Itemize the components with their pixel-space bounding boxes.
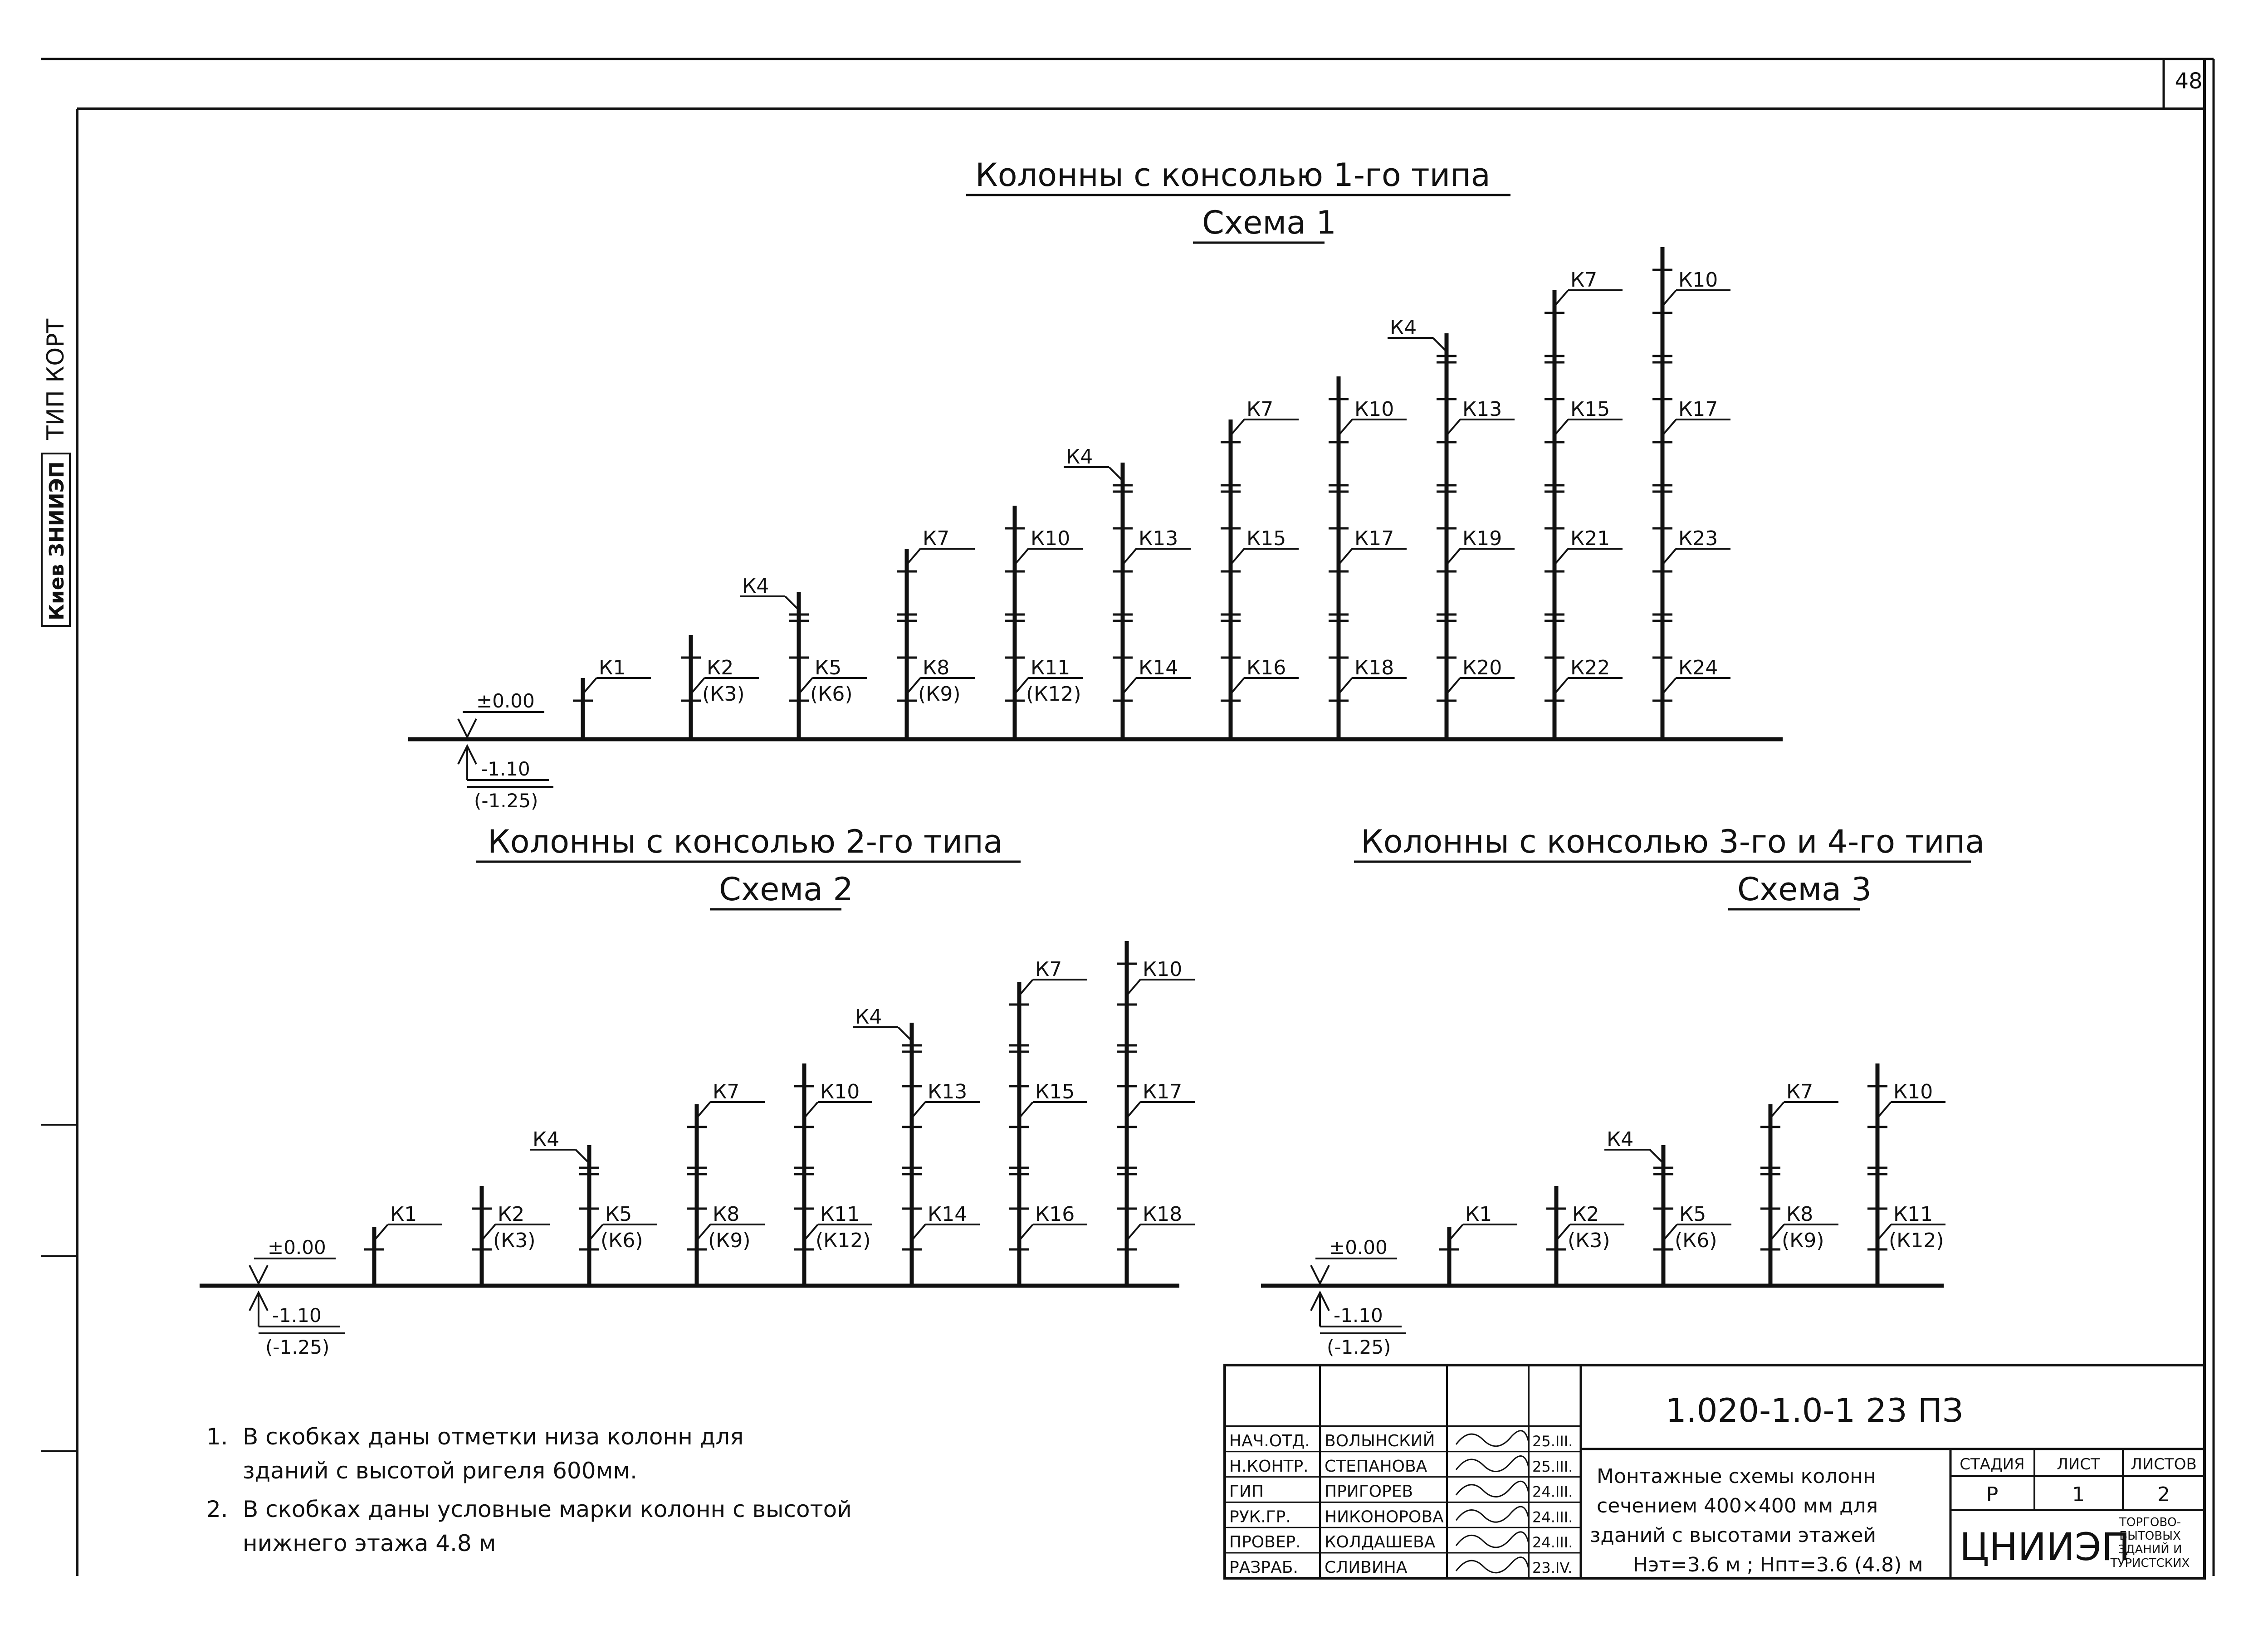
column-mark-label: К11 (1031, 656, 1070, 679)
signature-scribble (1456, 1507, 1529, 1522)
column-mark-alt-label: (К3) (1568, 1229, 1610, 1252)
column-mark-label: К1 (390, 1203, 417, 1226)
column-mark-label: К13 (1462, 398, 1502, 421)
column-mark-label: К14 (1139, 656, 1178, 679)
column-mark-label: К15 (1570, 398, 1610, 421)
column-3 (530, 1128, 657, 1286)
signature-row (1225, 1553, 1581, 1577)
column-mark-label: К2 (707, 656, 734, 679)
column-mark-label: К10 (820, 1080, 860, 1103)
note-2-line-1: В скобках даны условные марки колонн с высотой (243, 1496, 852, 1522)
column-1 (1439, 1203, 1517, 1286)
signature-role: РУК.ГР. (1229, 1507, 1291, 1527)
column-5 (1005, 506, 1083, 739)
document-code: 1.020-1.0-1 23 ПЗ (1665, 1391, 1964, 1429)
signature-role: РАЗРАБ. (1229, 1558, 1298, 1577)
column-mark-label: К22 (1570, 656, 1610, 679)
signature-role: Н.КОНТР. (1229, 1457, 1309, 1476)
signature-row (1225, 1502, 1581, 1526)
signature-scribble (1456, 1456, 1529, 1471)
column-mark-label: К11 (820, 1203, 860, 1226)
level-bottom-label: -1.10 (272, 1304, 322, 1327)
column-mark-alt-label: (К12) (1889, 1229, 1944, 1252)
column-mark-alt-label: (К3) (493, 1229, 536, 1252)
column-3 (740, 575, 867, 739)
side-stamp-org: Киев ЗНИИЭП (45, 461, 68, 620)
column-mark-label: К2 (498, 1203, 525, 1226)
column-7 (1009, 958, 1087, 1286)
note-1-line-1: В скобках даны отметки низа колонн для (243, 1424, 744, 1450)
signature-row (1229, 1431, 1573, 1450)
column-6 (853, 1005, 980, 1286)
signature-date: 23.IV. (1532, 1559, 1573, 1576)
signature-date: 24.III. (1532, 1534, 1573, 1551)
column-mark-label: К4 (1390, 316, 1417, 339)
column-mark-label: К5 (815, 656, 842, 679)
scheme-3 (1261, 823, 1984, 1358)
sheets-value: 2 (2157, 1483, 2170, 1506)
organization-sub-4: ТУРИСТСКИХ (2110, 1556, 2190, 1570)
column-10 (1545, 268, 1623, 739)
sheet-frame (41, 59, 2214, 1576)
signature-row (1225, 1477, 1581, 1501)
column-mark-label: К23 (1678, 527, 1718, 550)
scheme-title: Колонны с консолью 3-го и 4-го типа (1361, 823, 1985, 860)
sheet-number: 48 (2175, 68, 2203, 94)
column-mark-label: К8 (923, 656, 950, 679)
scheme-title: Колонны с консолью 2-го типа (488, 823, 1003, 860)
level-bottom-alt-label: (-1.25) (474, 790, 538, 812)
description-line-2: сечением 400×400 мм для (1597, 1494, 1878, 1517)
column-mark-label: К18 (1143, 1203, 1183, 1226)
scheme-1 (408, 156, 1783, 812)
signature-name: СЛИВИНА (1325, 1558, 1408, 1577)
column-mark-label: К4 (1607, 1128, 1634, 1151)
description-line-3: зданий с высотами этажей (1590, 1524, 1877, 1547)
note-1-line-2: зданий с высотой ригеля 600мм. (243, 1458, 637, 1484)
column-mark-label: К24 (1678, 656, 1718, 679)
title-block (1225, 1365, 2204, 1578)
column-4 (897, 527, 975, 739)
column-mark-label: К15 (1035, 1080, 1075, 1103)
column-5 (1867, 1063, 1945, 1286)
level-zero-label: ±0.00 (476, 690, 535, 712)
column-mark-label: К8 (1786, 1203, 1813, 1226)
column-mark-label: К4 (533, 1128, 560, 1151)
column-2 (681, 635, 759, 739)
signature-name: КОЛДАШЕВА (1325, 1533, 1436, 1552)
scheme-subtitle: Схема 1 (1202, 204, 1336, 241)
column-mark-label: К17 (1354, 527, 1394, 550)
column-5 (794, 1063, 872, 1286)
scheme-subtitle: Схема 3 (1737, 871, 1872, 908)
column-mark-label: К14 (928, 1203, 968, 1226)
stage-value: Р (1986, 1483, 1999, 1506)
side-stamp (42, 319, 70, 626)
column-mark-label: К17 (1143, 1080, 1183, 1103)
column-mark-alt-label: (К9) (918, 683, 961, 706)
stage-label: СТАДИЯ (1960, 1455, 2025, 1473)
column-mark-label: К13 (928, 1080, 968, 1103)
column-mark-alt-label: (К6) (601, 1229, 643, 1252)
column-mark-label: К10 (1678, 268, 1718, 292)
signature-scribble (1456, 1481, 1529, 1497)
column-8 (1329, 376, 1407, 739)
signature-name: ПРИГОРЕВ (1325, 1482, 1413, 1501)
description-line-1: Монтажные схемы колонн (1597, 1465, 1876, 1488)
column-1 (573, 656, 651, 739)
column-mark-label: К7 (1786, 1080, 1813, 1103)
column-mark-label: К8 (713, 1203, 740, 1226)
signature-date: 25.III. (1532, 1433, 1573, 1450)
column-mark-alt-label: (К9) (1782, 1229, 1824, 1252)
signature-role: НАЧ.ОТД. (1229, 1432, 1310, 1450)
column-mark-label: К13 (1139, 527, 1178, 550)
column-mark-label: К4 (1066, 445, 1093, 468)
column-mark-label: К5 (1679, 1203, 1706, 1226)
column-mark-label: К7 (1035, 958, 1062, 981)
level-zero-label: ±0.00 (1329, 1236, 1388, 1258)
note-1-number: 1. (206, 1424, 228, 1450)
signature-scribble (1456, 1557, 1529, 1573)
signature-name: ВОЛЫНСКИЙ (1325, 1432, 1435, 1450)
column-mark-label: К7 (923, 527, 950, 550)
sheets-label: ЛИСТОВ (2131, 1455, 2197, 1473)
column-mark-label: К10 (1031, 527, 1070, 550)
column-6 (1064, 445, 1191, 739)
column-mark-label: К10 (1893, 1080, 1933, 1103)
column-mark-label: К11 (1893, 1203, 1933, 1226)
column-mark-label: К19 (1462, 527, 1502, 550)
column-2 (1546, 1186, 1624, 1286)
column-mark-label: К4 (742, 575, 769, 598)
column-1 (364, 1203, 442, 1286)
column-mark-alt-label: (К12) (816, 1229, 871, 1252)
column-mark-label: К10 (1354, 398, 1394, 421)
column-7 (1221, 398, 1299, 739)
column-mark-label: К16 (1035, 1203, 1075, 1226)
column-mark-label: К5 (605, 1203, 632, 1226)
scheme-2 (200, 823, 1195, 1358)
description-line-4: Нэт=3.6 м ; Нпт=3.6 (4.8) м (1633, 1553, 1923, 1576)
column-9 (1388, 316, 1515, 739)
level-zero-arrow (249, 1265, 268, 1283)
column-mark-label: К7 (713, 1080, 740, 1103)
organization-name: ЦНИИЭП (1960, 1525, 2130, 1569)
column-mark-alt-label: (К12) (1026, 683, 1081, 706)
level-zero-label: ±0.00 (268, 1236, 326, 1258)
scheme-subtitle: Схема 2 (719, 871, 853, 908)
column-4 (687, 1080, 765, 1286)
signature-date: 24.III. (1532, 1508, 1573, 1526)
column-mark-alt-label: (К6) (1675, 1229, 1717, 1252)
column-mark-label: К7 (1246, 398, 1274, 421)
column-mark-label: К18 (1354, 656, 1394, 679)
signature-role: ГИП (1229, 1482, 1264, 1501)
column-mark-label: К1 (599, 656, 626, 679)
column-mark-alt-label: (К6) (810, 683, 853, 706)
level-zero-arrow (1311, 1265, 1329, 1283)
column-mark-label: К4 (855, 1005, 882, 1029)
signature-date: 25.III. (1532, 1458, 1573, 1475)
sheet-value: 1 (2072, 1483, 2085, 1506)
column-mark-alt-label: (К3) (702, 683, 745, 706)
notes (206, 1424, 852, 1556)
column-2 (472, 1186, 550, 1286)
signature-row (1225, 1452, 1581, 1476)
organization-sub-1: ТОРГОВО- (2119, 1516, 2181, 1529)
signature-scribble (1456, 1431, 1529, 1446)
scheme-title: Колонны с консолью 1-го типа (975, 156, 1491, 194)
column-mark-label: К15 (1246, 527, 1286, 550)
organization-sub-3: ЗДАНИЙ И (2118, 1543, 2182, 1556)
level-zero-arrow (458, 719, 476, 737)
column-mark-label: К7 (1570, 268, 1598, 292)
column-8 (1117, 941, 1195, 1286)
sheet-label: ЛИСТ (2057, 1455, 2100, 1473)
note-2-number: 2. (206, 1496, 228, 1522)
level-bottom-label: -1.10 (481, 758, 530, 780)
side-stamp-text: ТИП КОРТ (42, 318, 69, 440)
level-bottom-alt-label: (-1.25) (1327, 1336, 1391, 1358)
level-bottom-alt-label: (-1.25) (265, 1336, 330, 1358)
column-3 (1604, 1128, 1731, 1286)
signature-scribble (1456, 1532, 1529, 1547)
organization-sub-2: БЫТОВЫХ (2119, 1529, 2181, 1543)
column-mark-alt-label: (К9) (708, 1229, 751, 1252)
signature-row (1225, 1527, 1581, 1551)
column-mark-label: К17 (1678, 398, 1718, 421)
column-mark-label: К10 (1143, 958, 1183, 981)
signature-name: НИКОНОРОВА (1325, 1507, 1444, 1527)
column-mark-label: К1 (1465, 1203, 1492, 1226)
note-2-line-2: нижнего этажа 4.8 м (243, 1530, 496, 1556)
signature-name: СТЕПАНОВА (1325, 1457, 1427, 1476)
column-mark-label: К16 (1246, 656, 1286, 679)
column-mark-label: К21 (1570, 527, 1610, 550)
signature-role: ПРОВЕР. (1229, 1533, 1301, 1552)
column-4 (1760, 1080, 1838, 1286)
column-mark-label: К2 (1572, 1203, 1599, 1226)
signature-date: 24.III. (1532, 1483, 1573, 1501)
column-11 (1652, 247, 1730, 739)
level-bottom-label: -1.10 (1334, 1304, 1383, 1327)
column-mark-label: К20 (1462, 656, 1502, 679)
